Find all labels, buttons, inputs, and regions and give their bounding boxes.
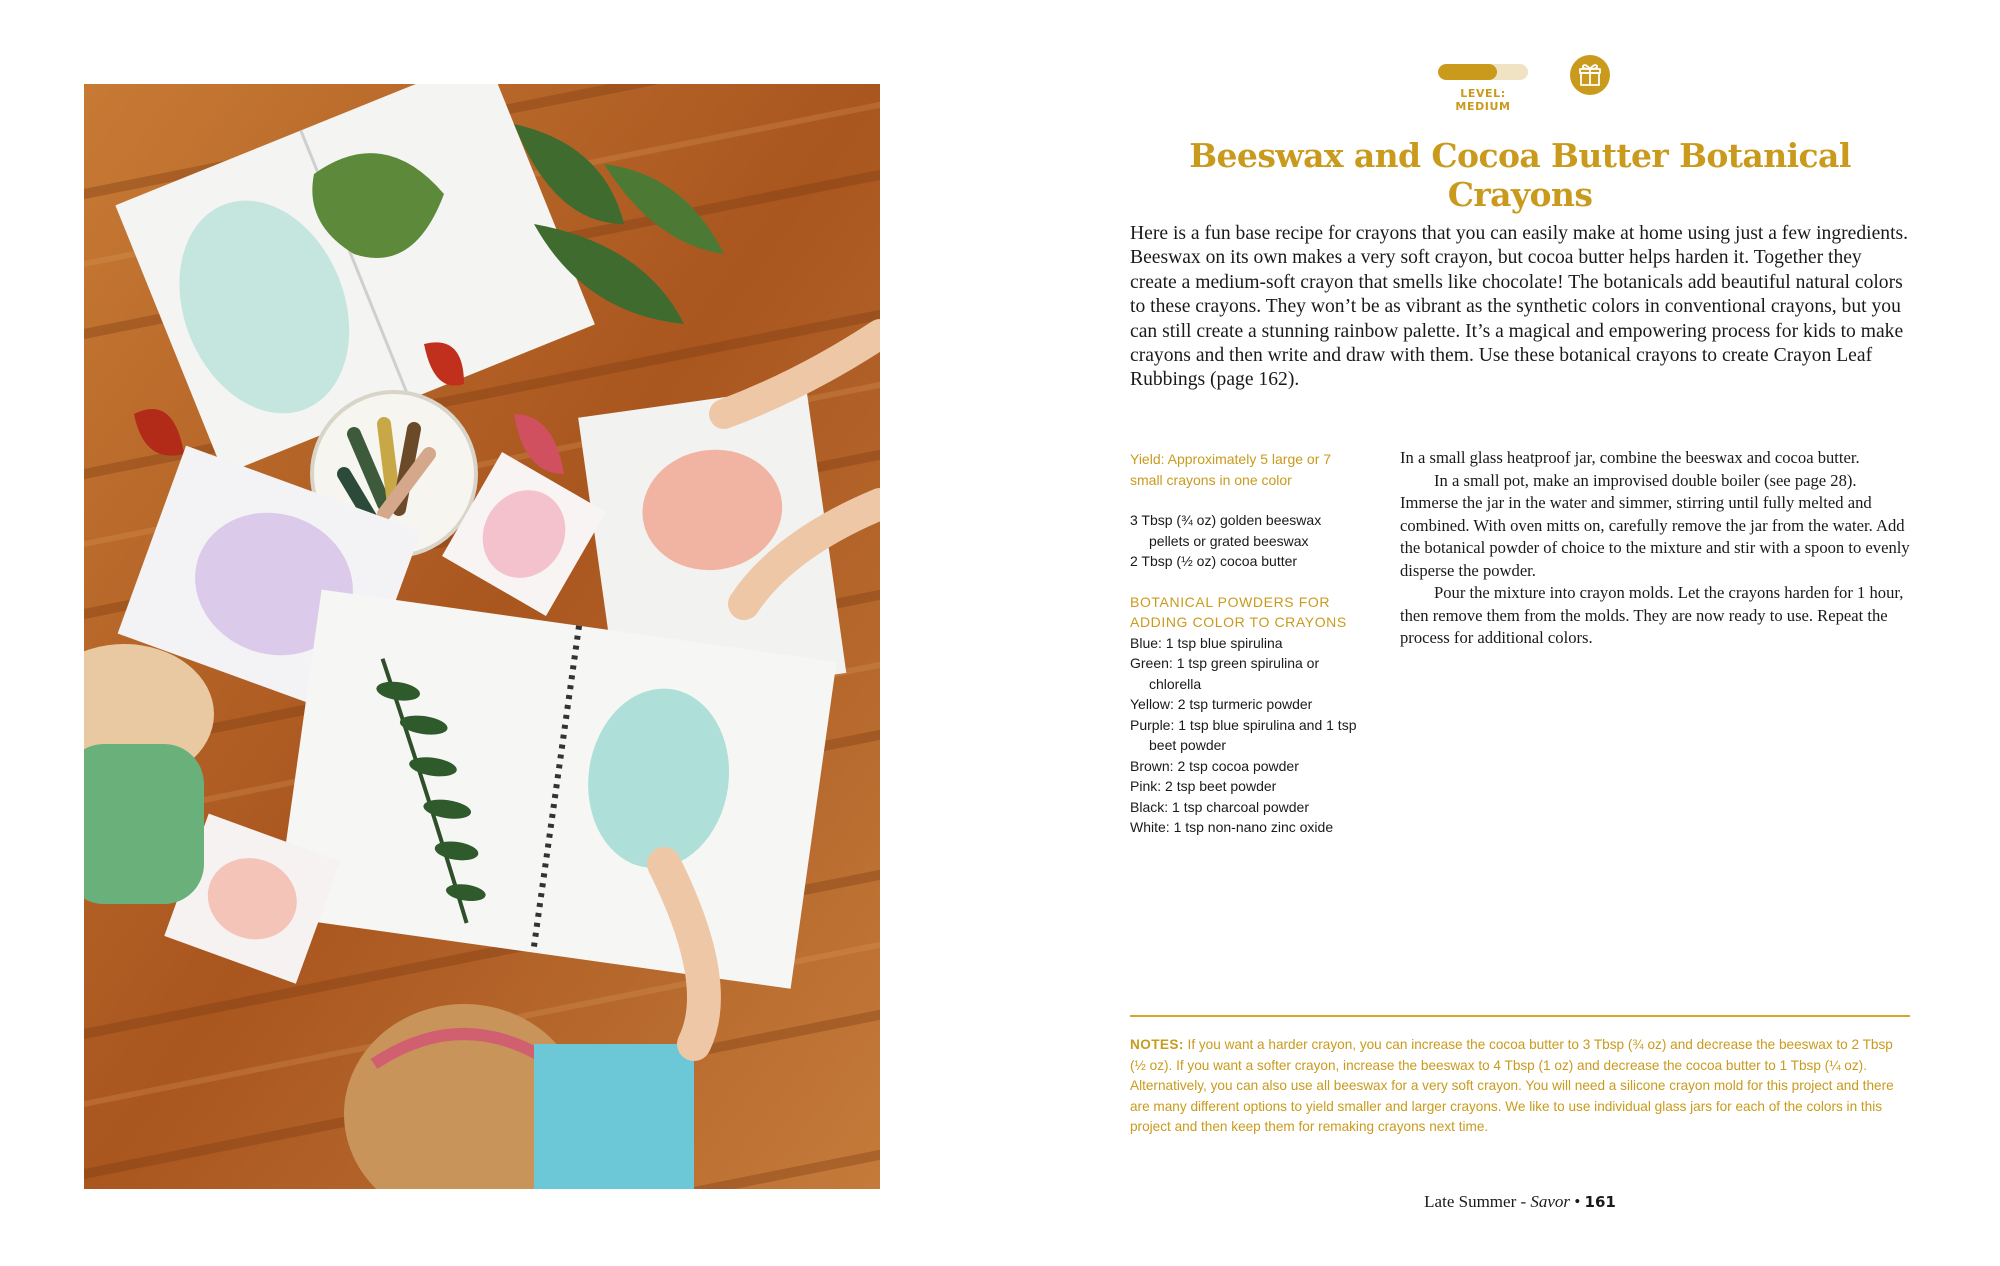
powder-item: Blue: 1 tsp blue spirulina (1130, 634, 1283, 651)
notes-text: If you want a harder crayon, you can increase the cocoa butter to 3 Tbsp (¾ oz) and decrease the beeswax to 2 Tbsp (½ oz). If you want a softer crayon, increase the beeswax to 4 Tbsp (1 oz) and decrease the cocoa butter to 1 Tbsp (¼ oz). Alternatively, you can also use all beeswax for a very soft crayon. You will need a silicone crayon mold for this project and there are many different options to yield smaller and larger crayons. We like to use individual glass jars for each of the colors in this project and then keep them for remaking crayons next time. (1130, 1037, 1894, 1134)
ingredients-sidebar (1130, 449, 1365, 838)
powder-item: Brown: 2 tsp cocoa powder (1130, 757, 1299, 774)
method-steps (1400, 447, 1910, 650)
powder-item: Pink: 2 tsp beet powder (1130, 778, 1277, 794)
intro-paragraph: Here is a fun base recipe for crayons that you can easily make at home using just a few ingredients. Beeswax on its own makes a very soft crayon, but cocoa butter helps harden it. Together they create a medium-soft crayon that smells like chocolate! The botanicals add beautiful natural colors to these crayons. They won’t be as vibrant as the synthetic colors in conventional crayons, but you can still create a stunning rainbow palette. It’s a magical and empowering process for kids to make crayons and then write and draw with them. Use these botanical crayons to create Crayon Leaf Rubbings (page 162). (1130, 223, 1909, 391)
powders-heading: BOTANICAL POWDERS FOR ADDING COLOR TO CRAYONS (1130, 593, 1347, 630)
powder-item: Green: 1 tsp green spirulina or chlorella (1130, 655, 1320, 692)
ingredients-list (1130, 510, 1365, 572)
ingredient-item: 3 Tbsp (¾ oz) golden beeswax pellets or grated beeswax (1130, 512, 1322, 549)
powders-list (1130, 633, 1365, 838)
notes-label: NOTES: (1130, 1037, 1184, 1052)
method-paragraph: Pour the mixture into crayon molds. Let the crayons harden for 1 hour, then remove them from the molds. They are now ready to use. Repeat the process for additional colors. (1400, 583, 1904, 647)
level-progress-bar (1438, 64, 1528, 80)
method-paragraph: In a small glass heatproof jar, combine the beeswax and cocoa butter. (1400, 448, 1860, 467)
powder-item: Black: 1 tsp charcoal powder (1130, 798, 1309, 815)
photo-kids-leaf-rubbings (84, 84, 880, 1189)
notes-block (1130, 1035, 1910, 1138)
level-progress-fill (1438, 64, 1497, 80)
page-number: 161 (1584, 1193, 1616, 1211)
footer-separator: • (1570, 1192, 1585, 1211)
yield-text: Yield: Approximately 5 large or 7 small crayons in one color (1130, 451, 1332, 488)
ingredient-item: 2 Tbsp (½ oz) cocoa butter (1130, 553, 1298, 569)
method-paragraph: In a small pot, make an improvised double boiler (see page 28). Immerse the jar in the water and simmer, stirring until fully melted and combined. With oven mitts on, carefully remove the jar from the water. Add the botanical powder of choice to the mixture and stir with a spoon to evenly disperse the powder. (1400, 470, 1910, 580)
recipe-title: Beeswax and Cocoa Butter Botanical Crayons (1189, 136, 1851, 214)
notes-divider (1130, 1015, 1910, 1017)
powder-item: Purple: 1 tsp blue spirulina and 1 tsp beet powder (1130, 716, 1357, 753)
gift-icon (1570, 55, 1610, 95)
photo-illustration (84, 84, 880, 1189)
page-footer (1130, 1192, 1910, 1212)
level-label: LEVEL: MEDIUM (1455, 87, 1511, 113)
difficulty-level (1433, 64, 1533, 113)
footer-section: Late Summer - (1424, 1192, 1531, 1211)
powder-item: White: 1 tsp non-nano zinc oxide (1130, 819, 1334, 835)
footer-book-title: Savor (1530, 1192, 1571, 1211)
powder-item: Yellow: 2 tsp turmeric powder (1130, 696, 1313, 712)
